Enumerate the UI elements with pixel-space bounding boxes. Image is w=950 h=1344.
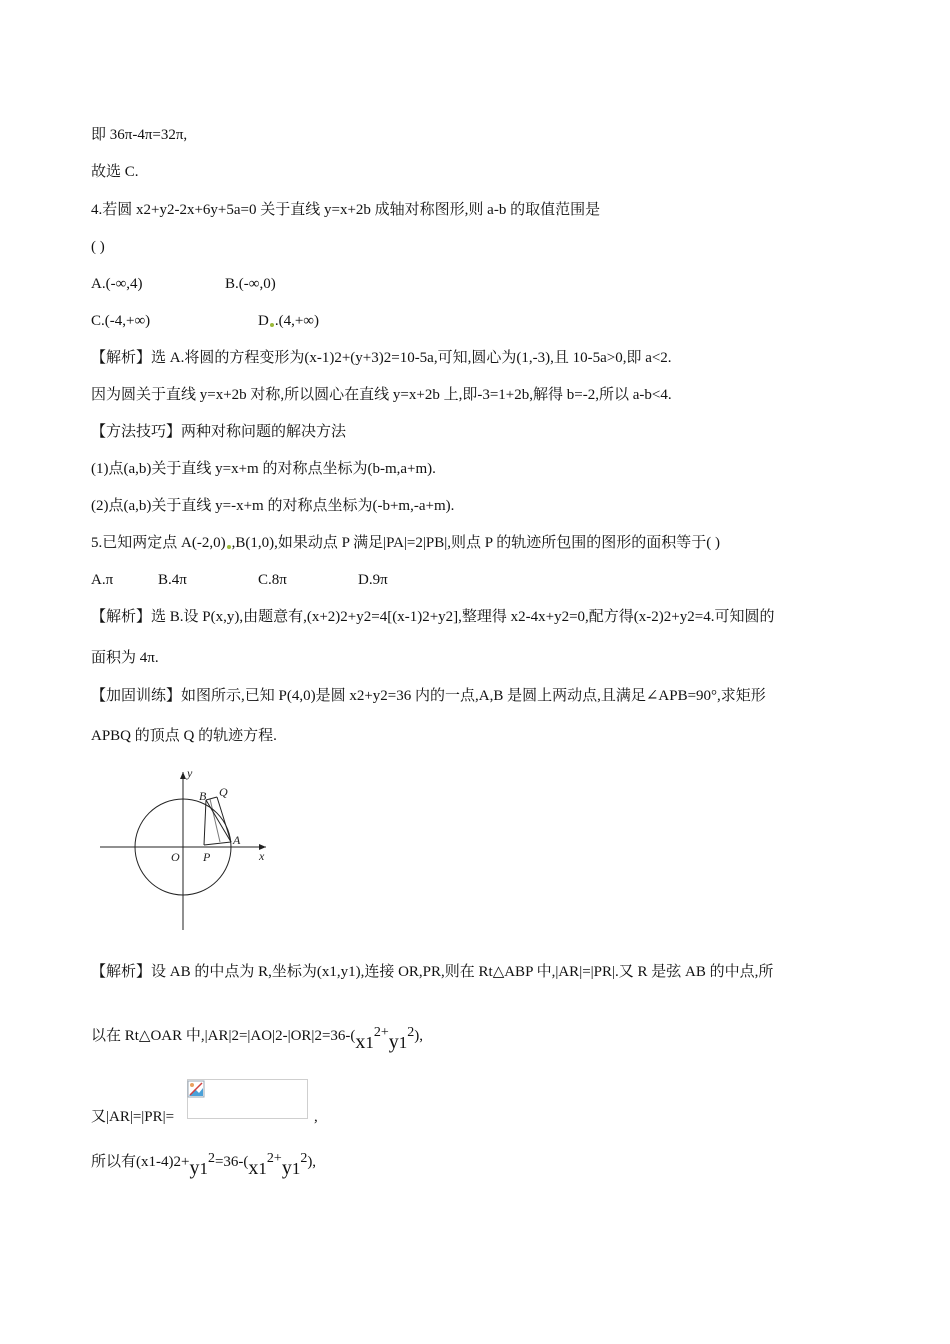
math-superscript: 2 (207, 1151, 215, 1166)
math-subscript: 1 (398, 1033, 408, 1052)
math-superscript: 2 (407, 1025, 415, 1040)
solution-text: ), (307, 1154, 317, 1170)
broken-image-icon (187, 1080, 205, 1098)
point-label-q: Q (219, 785, 228, 799)
math-subscript: 1 (291, 1159, 301, 1178)
math-superscript: 2+ (266, 1151, 282, 1166)
option-b: B.4π (158, 572, 187, 588)
math-subscript: 1 (199, 1159, 208, 1178)
math-var: y (281, 1157, 292, 1179)
question-4: 4.若圆 x2+y2-2x+6y+5a=0 关于直线 y=x+2b 成轴对称图形,则 a-b 的取值范围是 (91, 202, 601, 218)
option-c: C.(-4,+∞) (91, 313, 151, 329)
solution-text: 所以有(x1-4)2+ (91, 1154, 190, 1170)
math-var: y (189, 1157, 200, 1179)
math-var: x (355, 1031, 366, 1053)
text-line: 故选 C. (91, 164, 139, 180)
solution-text: 以在 Rt△OAR 中,|AR|2=|AO|2-|OR|2=36-( (91, 1028, 356, 1044)
analysis-line: 【解析】选 B.设 P(x,y),由题意有,(x+2)2+y2=4[(x-1)2+y2],整理得 x2-4x+y2=0,配方得(x-2)2+y2=4.可知圆的 (91, 609, 775, 625)
dot-mark-icon (227, 545, 231, 549)
point-label-b: B (199, 789, 207, 803)
question-5-post: ,B(1,0),如果动点 P 满足|PA|=2|PB|,则点 P 的轨迹所包围的图形的面积等于( ) (231, 535, 721, 551)
exercise-line: 【加固训练】如图所示,已知 P(4,0)是圆 x2+y2=36 内的一点,A,B 是圆上两动点,且满足∠APB=90°,求矩形 (91, 688, 766, 704)
answer-paren: ( ) (91, 239, 105, 255)
tip-title: 【方法技巧】两种对称问题的解决方法 (91, 424, 347, 440)
math-superscript: 2+ (373, 1025, 389, 1040)
math-var: x (248, 1157, 259, 1179)
analysis-line: 因为圆关于直线 y=x+2b 对称,所以圆心在直线 y=x+2b 上,即-3=1+2b,解得 b=-2,所以 a-b<4. (91, 387, 672, 403)
exercise-line: APBQ 的顶点 Q 的轨迹方程. (91, 728, 277, 744)
option-a: A.(-∞,4) (91, 276, 143, 292)
option-c: C.8π (258, 572, 287, 588)
tip-line: (1)点(a,b)关于直线 y=x+m 的对称点坐标为(b-m,a+m). (91, 461, 436, 477)
tip-line: (2)点(a,b)关于直线 y=-x+m 的对称点坐标为(-b+m,-a+m). (91, 498, 455, 514)
dot-mark-icon (270, 323, 274, 327)
solution-text: , (314, 1109, 318, 1125)
circle-diagram (96, 766, 276, 936)
math-subscript: 1 (258, 1159, 267, 1178)
point-label-p: P (203, 850, 211, 864)
math-var: y (388, 1031, 399, 1053)
option-d (258, 311, 319, 331)
analysis-line: 面积为 4π. (91, 650, 159, 666)
solution-line (91, 1150, 317, 1179)
option-d-letter: D (258, 313, 269, 329)
solution-line (91, 1024, 424, 1053)
option-b: B.(-∞,0) (225, 276, 276, 292)
axis-label-y: y (187, 766, 193, 780)
broken-image-placeholder (187, 1079, 308, 1119)
option-a: A.π (91, 572, 114, 588)
analysis-line: 【解析】选 A.将圆的方程变形为(x-1)2+(y+3)2=10-5a,可知,圆心为(1,-3),且 10-5a>0,即 a<2. (91, 350, 672, 366)
question-5-pre: 5.已知两定点 A(-2,0) (91, 535, 226, 551)
solution-text: =36-( (214, 1154, 249, 1170)
option-d-value: .(4,+∞) (274, 313, 319, 329)
solution-line: 【解析】设 AB 的中点为 R,坐标为(x1,y1),连接 OR,PR,则在 Rt△ABP 中,|AR|=|PR|.又 R 是弦 AB 的中点,所 (91, 964, 774, 980)
math-superscript: 2 (300, 1151, 308, 1166)
solution-line: 又|AR|=|PR|= (91, 1109, 175, 1125)
text-line: 即 36π-4π=32π, (91, 127, 188, 143)
point-label-o: O (171, 850, 180, 864)
math-subscript: 1 (365, 1033, 374, 1052)
axis-label-x: x (259, 849, 265, 863)
question-5 (91, 533, 720, 553)
option-d: D.9π (358, 572, 388, 588)
solution-text: ), (414, 1028, 424, 1044)
point-label-a: A (233, 833, 241, 847)
